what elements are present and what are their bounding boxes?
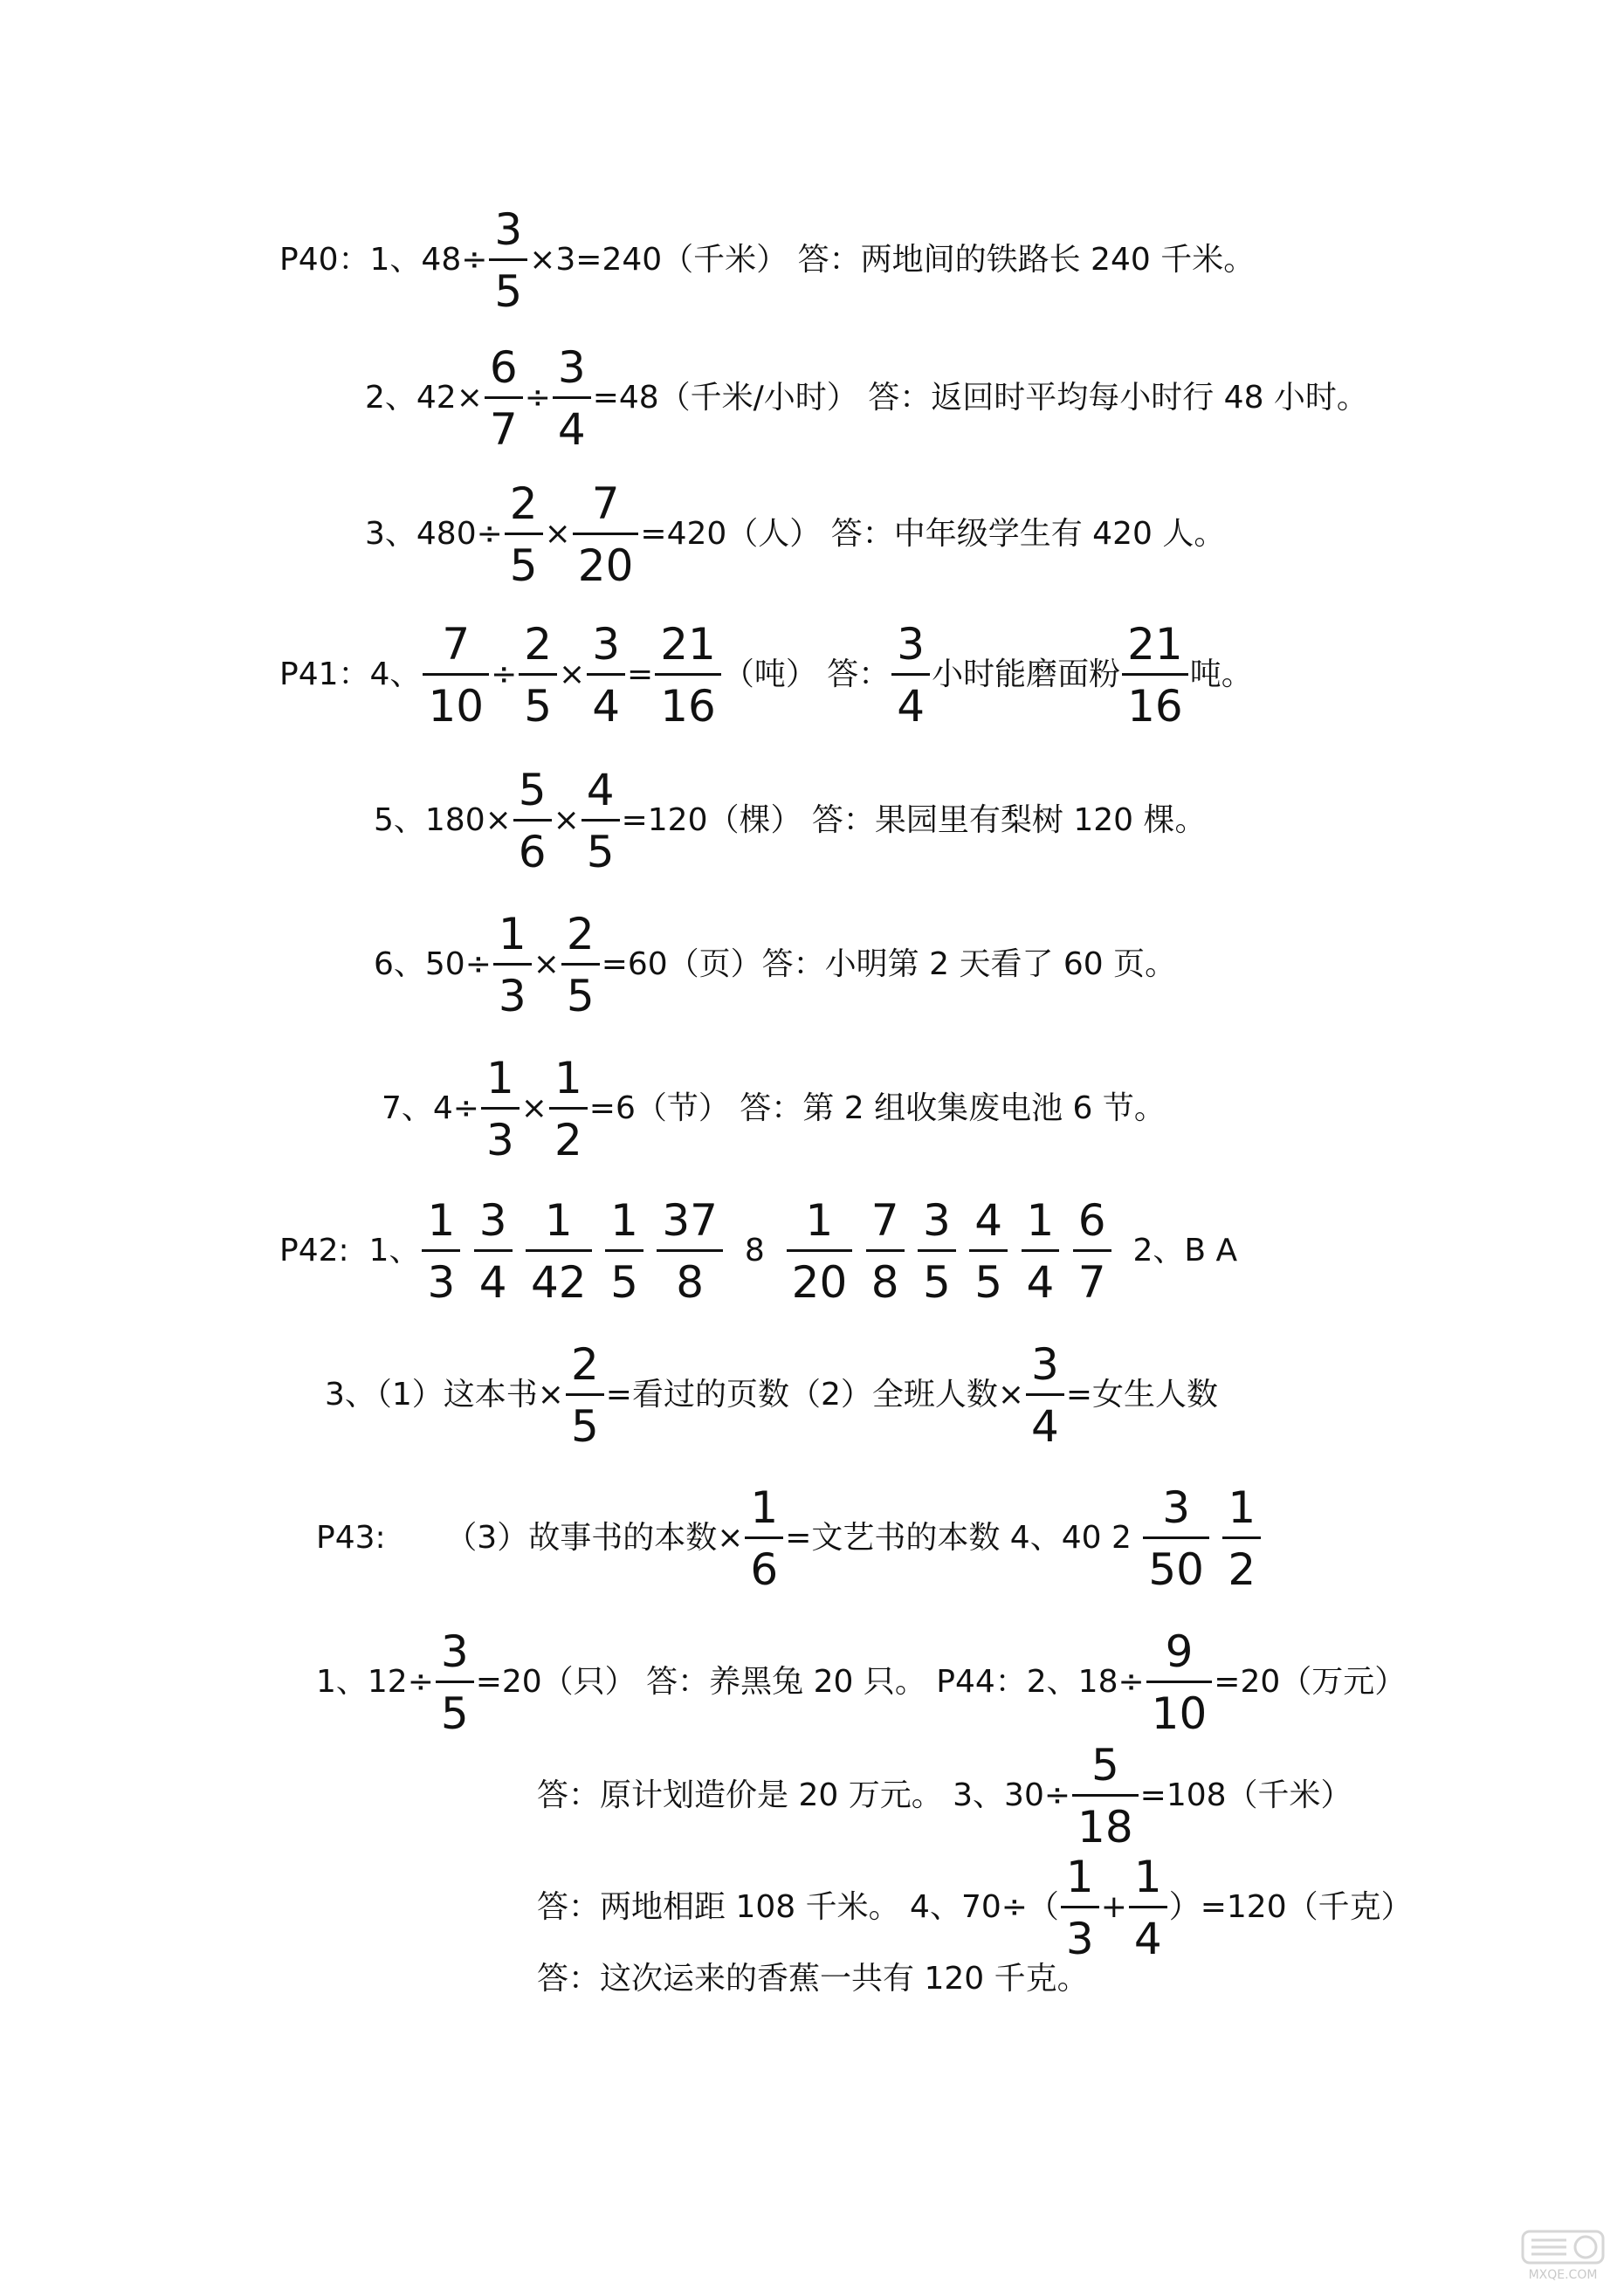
fraction-numerator: 21 [660,618,716,670]
fraction-denominator: 5 [509,540,538,591]
answer-text: P40：1、48÷ [279,242,488,278]
fraction-denominator: 2 [554,1114,582,1165]
fraction-denominator: 4 [557,403,586,455]
fraction-numerator: 6 [1077,1194,1106,1246]
fraction-numerator: 2 [566,908,595,959]
answer-text: P43: （3）故事书的本数× [316,1520,744,1556]
fraction-denominator: 5 [494,265,523,317]
answer-text: P41：4、 [279,656,422,692]
answer-text [1211,1523,1221,1554]
fraction-denominator: 5 [922,1256,951,1308]
fraction-denominator: 5 [524,680,553,732]
fraction-denominator: 7 [1077,1256,1106,1308]
fraction-denominator: 8 [676,1256,705,1308]
answer-text: ÷ [524,380,551,416]
fraction-denominator: 5 [610,1256,638,1308]
answer-text: =420（人） 答：中年级学生有 420 人。 [640,516,1226,552]
fraction-denominator: 3 [498,970,526,1021]
answer-text: =108（千米） [1139,1777,1352,1813]
answer-text [958,1235,967,1267]
fraction [1129,1851,1167,1964]
answer-text: 2、B A [1112,1233,1238,1268]
fraction [1143,1481,1209,1595]
answer-line-p41-q6 [374,908,1177,1021]
fraction [745,1481,783,1595]
fraction [1122,618,1188,732]
fraction-numerator: 4 [974,1194,1003,1246]
answer-line-p42-q1 [279,1194,1238,1308]
fraction-numerator: 5 [518,764,547,815]
fraction-numerator: 1 [1133,1851,1162,1902]
fraction [581,764,620,877]
answer-text: 8 [724,1233,785,1268]
answer-text: =6（节） 答：第 2 组收集废电池 6 节。 [588,1090,1166,1126]
answer-text [906,1235,916,1267]
fraction [1073,1194,1111,1308]
answer-text [462,1235,471,1267]
fraction-denominator: 16 [660,680,716,732]
answer-text [1061,1235,1070,1267]
fraction-numerator: 1 [1026,1194,1055,1246]
fraction [1061,1851,1099,1964]
fraction [436,1626,474,1739]
fraction-numerator: 3 [592,618,621,670]
watermark-text: MXQE.COM [1528,2268,1598,2282]
answer-text: 5、180× [374,802,512,838]
answer-text: 小时能磨面粉 [932,656,1121,692]
fraction-denominator: 5 [570,1400,599,1452]
fraction-denominator: 50 [1148,1543,1204,1595]
fraction [566,1338,604,1452]
fraction-numerator: 1 [498,908,526,959]
answer-line-p42-q3 [325,1338,1219,1452]
fraction-numerator: 3 [478,1194,507,1246]
answer-text [854,1235,864,1267]
answer-line-p44-q4 [537,1851,1413,1964]
answer-text: + [1100,1889,1127,1925]
fraction [1072,1739,1139,1853]
fraction-denominator: 7 [489,403,518,455]
answer-text [645,1235,655,1267]
fraction-denominator: 3 [427,1256,456,1308]
answer-text: 答：两地相距 108 千米。 4、70÷（ [537,1889,1059,1925]
fraction [866,1194,905,1308]
fraction [526,1194,592,1308]
answer-line-p41-q7 [382,1052,1166,1165]
answer-text: ×3=240（千米） 答：两地间的铁路长 240 千米。 [529,242,1256,278]
fraction-numerator: 2 [524,618,553,670]
answer-text: =48（千米/小时） 答：返回时平均每小时行 48 小时。 [592,380,1368,416]
answer-text: × [559,656,586,692]
fraction-denominator: 3 [485,1114,514,1165]
fraction-denominator: 10 [428,680,485,732]
fraction [513,764,552,877]
fraction-numerator: 1 [750,1481,779,1533]
fraction [655,618,721,732]
fraction-numerator: 1 [805,1194,834,1246]
answer-text: 吨。 [1189,656,1253,692]
answer-text: 3、（1）这本书× [325,1377,564,1413]
answer-text: =女生人数 [1065,1377,1219,1413]
fraction [489,203,527,317]
fraction [422,1194,460,1308]
fraction [1022,1194,1060,1308]
fraction [587,618,625,732]
fraction-numerator: 7 [870,1194,899,1246]
fraction-denominator: 4 [897,680,926,732]
answer-line-p40-q2 [365,341,1368,455]
watermark-logo [1519,2226,1607,2287]
fraction-denominator: 4 [592,680,621,732]
fraction-numerator: 1 [427,1194,456,1246]
fraction-numerator: 3 [897,618,926,670]
answer-text: =20（万元） [1214,1664,1407,1700]
fraction [553,341,591,455]
fraction-denominator: 2 [1228,1543,1256,1595]
fraction-numerator: 2 [570,1338,599,1390]
fraction-numerator: 9 [1165,1626,1194,1677]
answer-line-p43-q3 [316,1481,1263,1595]
logo-icon [1519,2226,1607,2268]
answer-text: =120（棵） 答：果园里有梨树 120 棵。 [621,802,1207,838]
fraction [787,1194,853,1308]
answer-line-p44-answer [537,1963,1089,1995]
fraction [485,341,523,455]
fraction-numerator: 3 [922,1194,951,1246]
fraction [549,1052,588,1165]
answer-text: =20（只） 答：养黑兔 20 只。 P44：2、18÷ [475,1664,1145,1700]
answer-text: =看过的页数（2）全班人数× [605,1377,1025,1413]
fraction-numerator: 1 [1065,1851,1094,1902]
fraction-numerator: 1 [1228,1481,1256,1533]
answer-line-p43-p44 [316,1626,1407,1739]
answer-line-p40-q3 [365,478,1226,591]
answer-text [1009,1235,1019,1267]
fraction-numerator: 4 [586,764,615,815]
fraction-numerator: 6 [489,341,518,393]
fraction [1146,1626,1213,1739]
answer-text: 答：原计划造价是 20 万元。 3、30÷ [537,1777,1071,1813]
answer-text: ÷ [491,656,518,692]
fraction-numerator: 1 [610,1194,638,1246]
fraction-denominator: 4 [478,1256,507,1308]
fraction-numerator: 3 [557,341,586,393]
fraction-numerator: 7 [442,618,471,670]
answer-text: 1、12÷ [316,1664,434,1700]
answer-text: × [533,946,560,982]
answer-text: × [520,1090,547,1126]
fraction [891,618,930,732]
fraction-numerator: 7 [591,478,620,529]
fraction-denominator: 18 [1077,1801,1133,1853]
fraction [481,1052,520,1165]
fraction [505,478,543,591]
fraction-denominator: 6 [750,1543,779,1595]
fraction [519,618,557,732]
fraction-denominator: 5 [440,1688,469,1739]
fraction-numerator: 5 [1091,1739,1119,1791]
answer-text: 6、50÷ [374,946,492,982]
answer-line-p40-q1 [279,203,1256,317]
fraction [573,478,639,591]
answer-line-p41-q4 [279,618,1253,732]
answer-text: 2、42× [365,380,483,416]
answer-text: × [544,516,571,552]
fraction-denominator: 16 [1127,680,1183,732]
answer-text: = [627,656,654,692]
fraction-denominator: 4 [1133,1913,1162,1964]
fraction [605,1194,643,1308]
fraction-numerator: 3 [494,203,523,255]
fraction-numerator: 3 [440,1626,469,1677]
fraction [969,1194,1008,1308]
answer-text: 答：这次运来的香蕉一共有 120 千克。 [537,1961,1089,1997]
fraction [918,1194,956,1308]
fraction-denominator: 5 [566,970,595,1021]
answer-text: =60（页）答：小明第 2 天看了 60 页。 [601,946,1177,982]
fraction-denominator: 4 [1031,1400,1059,1452]
fraction [1026,1338,1064,1452]
fraction-numerator: 1 [554,1052,582,1103]
fraction-denominator: 8 [870,1256,899,1308]
answer-text: ）=120（千克） [1168,1889,1413,1925]
answer-text [514,1235,524,1267]
fraction-numerator: 21 [1127,618,1183,670]
fraction-denominator: 10 [1151,1688,1208,1739]
fraction-numerator: 1 [485,1052,514,1103]
fraction-numerator: 37 [662,1194,718,1246]
fraction [1222,1481,1261,1595]
answer-text: 3、480÷ [365,516,503,552]
fraction-denominator: 3 [1065,1913,1094,1964]
answer-text: （吨） 答： [722,656,891,692]
answer-text: P42: 1、 [279,1233,421,1268]
fraction-denominator: 5 [974,1256,1003,1308]
fraction-numerator: 3 [1162,1481,1191,1533]
fraction-numerator: 2 [509,478,538,529]
fraction [474,1194,513,1308]
answer-text: 7、4÷ [382,1090,479,1126]
answer-text: =文艺书的本数 4、40 2 [785,1520,1142,1556]
fraction [423,618,489,732]
fraction-denominator: 42 [530,1256,587,1308]
fraction [493,908,532,1021]
fraction-numerator: 1 [544,1194,573,1246]
answer-text [594,1235,603,1267]
answer-line-p41-q5 [374,764,1207,877]
fraction-denominator: 20 [791,1256,848,1308]
answer-line-p44-q3 [537,1739,1352,1853]
fraction-denominator: 4 [1026,1256,1055,1308]
fraction [561,908,600,1021]
fraction-numerator: 3 [1031,1338,1059,1390]
fraction-denominator: 6 [518,826,547,877]
fraction-denominator: 20 [577,540,634,591]
fraction-denominator: 5 [586,826,615,877]
answer-text: × [553,802,580,838]
fraction [657,1194,723,1308]
